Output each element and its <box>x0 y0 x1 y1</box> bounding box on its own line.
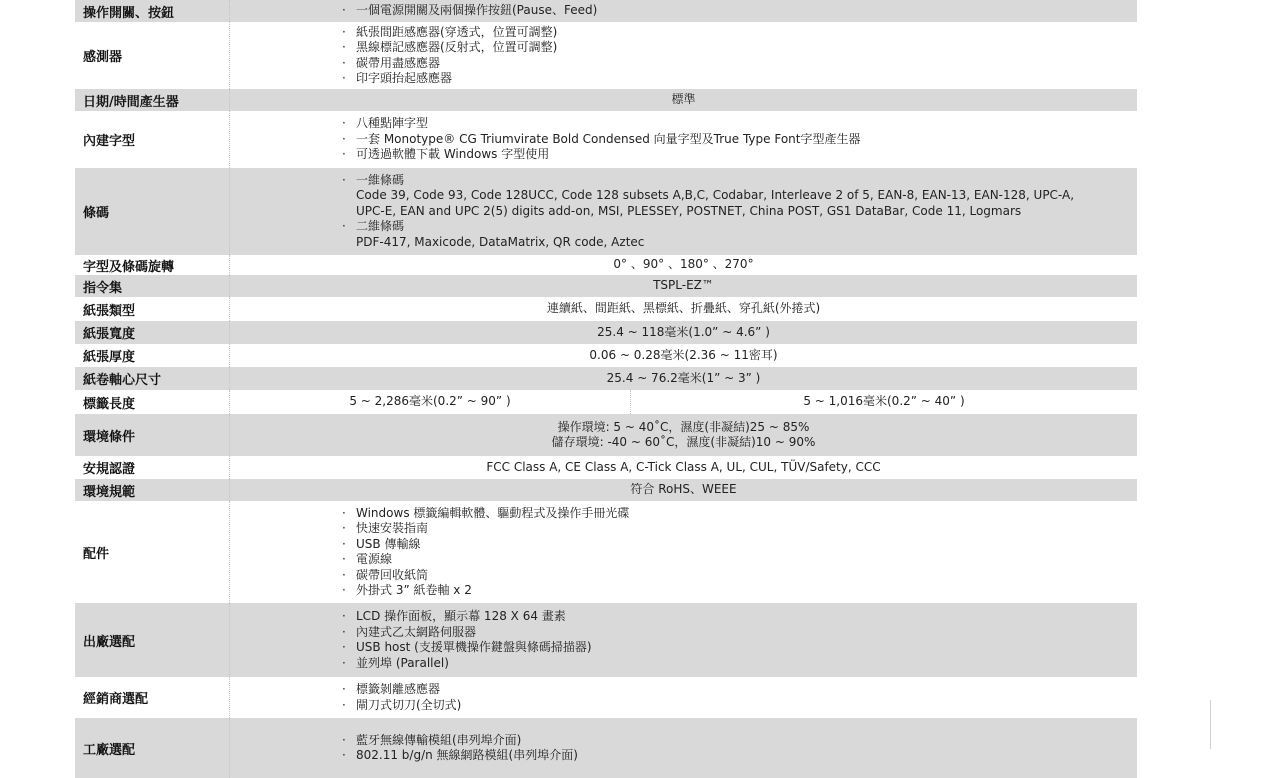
list-item: · 一維條碼 <box>342 173 1137 189</box>
row-value <box>230 168 1137 255</box>
list-item: · 外掛式 3” 紙卷軸 x 2 <box>342 583 1137 599</box>
row-value <box>230 718 1137 778</box>
spec-row-factory-options-2 <box>75 718 1137 778</box>
list-item: · 電源線 <box>342 552 1137 568</box>
spec-row-command-set <box>75 275 1137 297</box>
spec-row-fonts <box>75 111 1137 168</box>
list-item: · 黑線標記感應器(反射式，位置可調整) <box>342 40 1137 56</box>
row-label: 安規認證 <box>75 456 230 479</box>
row-label: 紙張厚度 <box>75 344 230 367</box>
row-value: TSPL-EZ™ <box>653 278 714 293</box>
row-value <box>230 603 1137 677</box>
row-label: 內建字型 <box>75 111 230 168</box>
list-item: · LCD 操作面板，顯示幕 128 X 64 畫素 <box>342 609 1137 625</box>
row-value <box>230 111 1137 168</box>
row-label: 工廠選配 <box>75 718 230 778</box>
spec-row-certification <box>75 456 1137 479</box>
list-item: · 內建式乙太網路伺服器 <box>342 625 1137 641</box>
spec-row-environment <box>75 414 1137 456</box>
list-item: · 碳帶回收紙筒 <box>342 568 1137 584</box>
row-value: 符合 RoHS、WEEE <box>630 482 737 497</box>
row-value <box>230 501 1137 603</box>
list-item: · 一套 Monotype® CG Triumvirate Bold Condensed 向量字型及True Type Font字型產生器 <box>342 132 1137 148</box>
spec-row-operation-buttons <box>75 0 1137 22</box>
row-label: 字型及條碼旋轉 <box>75 255 230 275</box>
row-label: 紙張類型 <box>75 297 230 321</box>
list-item: · 可透過軟體下載 Windows 字型使用 <box>342 147 1137 163</box>
row-value: FCC Class A, CE Class A, C-Tick Class A, UL, CUL, TÜV/Safety, CCC <box>486 459 881 474</box>
spec-row-media-type <box>75 297 1137 321</box>
row-label: 操作開關、按鈕 <box>75 0 230 22</box>
list-item: · 802.11 b/g/n 無線網路模組(串列埠介面) <box>342 748 1137 764</box>
list-item: · USB host (支援單機操作鍵盤與條碼掃描器) <box>342 640 1137 656</box>
spec-row-environmental-standard <box>75 479 1137 501</box>
spec-row-label-length <box>75 390 1137 414</box>
spec-row-date-time <box>75 89 1137 111</box>
barcode-1d-list-a: Code 39, Code 93, Code 128UCC, Code 128 subsets A,B,C, Codabar, Interleave 2 of 5, EAN-8, EAN-13, EAN-128, UPC-A, <box>356 188 1075 203</box>
row-label: 配件 <box>75 501 230 603</box>
row-value <box>230 390 1137 414</box>
list-item: · 印字頭抬起感應器 <box>342 71 1137 87</box>
storage-environment: 儲存環境: -40 ~ 60˚C，濕度(非凝結)10 ~ 90% <box>551 435 816 449</box>
row-label: 出廠選配 <box>75 603 230 677</box>
spec-row-sensors <box>75 22 1137 89</box>
spec-table <box>75 0 1137 778</box>
spec-row-core-size <box>75 367 1137 390</box>
list-item: · 標籤剝離感應器 <box>342 682 1137 698</box>
row-value <box>230 0 1137 22</box>
spec-row-media-thickness <box>75 344 1137 367</box>
row-label: 經銷商選配 <box>75 677 230 718</box>
spec-row-accessories <box>75 501 1137 603</box>
row-label: 環境規範 <box>75 479 230 501</box>
row-value <box>230 677 1137 718</box>
spec-row-rotation <box>75 255 1137 275</box>
row-value: 連續紙、間距紙、黑標紙、折疊紙、穿孔紙(外捲式) <box>546 301 821 316</box>
list-item: · 快速安裝指南 <box>342 521 1137 537</box>
list-item: · 紙張間距感應器(穿透式，位置可調整) <box>342 25 1137 41</box>
list-item: · 並列埠 (Parallel) <box>342 656 1137 672</box>
spec-row-factory-options <box>75 603 1137 677</box>
row-label: 條碼 <box>75 168 230 255</box>
row-value: 0° 、90° 、180° 、270° <box>613 257 754 272</box>
barcode-1d-list-b: UPC-E, EAN and UPC 2(5) digits add-on, MSI, PLESSEY, POSTNET, China POST, GS1 DataBar, Code 11, Logmars <box>356 203 1022 218</box>
row-value <box>230 22 1137 89</box>
row-label: 指令集 <box>75 275 230 297</box>
list-item: · 藍牙無線傳輸模組(串列埠介面) <box>342 733 1137 749</box>
row-value: 25.4 ~ 76.2毫米(1” ~ 3” ) <box>606 370 761 385</box>
row-label: 環境條件 <box>75 414 230 456</box>
list-item: · 碳帶用盡感應器 <box>342 56 1137 72</box>
row-label: 紙張寬度 <box>75 321 230 344</box>
list-item: · 一個電源開關及兩個操作按鈕(Pause、Feed) <box>342 3 1137 19</box>
page-edge-divider <box>1210 700 1211 749</box>
label-length-right: 5 ~ 1,016毫米(0.2” ~ 40” ) <box>803 394 965 409</box>
list-item: · 八種點陣字型 <box>342 116 1137 132</box>
spec-row-dealer-options <box>75 677 1137 718</box>
spec-row-media-width <box>75 321 1137 344</box>
row-label: 標籤長度 <box>75 390 230 414</box>
list-item: · 閘刀式切刀(全切式) <box>342 698 1137 714</box>
list-item: · USB 傳輸線 <box>342 537 1137 553</box>
row-label: 紙卷軸心尺寸 <box>75 367 230 390</box>
operating-environment: 操作環境: 5 ~ 40˚C，濕度(非凝結)25 ~ 85% <box>557 419 810 434</box>
row-value: 25.4 ~ 118毫米(1.0” ~ 4.6” ) <box>597 324 770 339</box>
row-value: 0.06 ~ 0.28毫米(2.36 ~ 11密耳) <box>589 347 778 362</box>
row-label: 日期/時間產生器 <box>75 89 230 111</box>
barcode-2d-list: PDF-417, Maxicode, DataMatrix, QR code, Aztec <box>356 234 645 249</box>
row-value <box>230 414 1137 456</box>
row-label: 感測器 <box>75 22 230 89</box>
list-item: · 二維條碼 <box>342 219 1137 235</box>
label-length-left: 5 ~ 2,286毫米(0.2” ~ 90” ) <box>230 390 631 414</box>
row-value: 標準 <box>671 92 696 107</box>
spec-row-barcodes <box>75 168 1137 255</box>
list-item: · Windows 標籤編輯軟體、驅動程式及操作手冊光碟 <box>342 506 1137 522</box>
